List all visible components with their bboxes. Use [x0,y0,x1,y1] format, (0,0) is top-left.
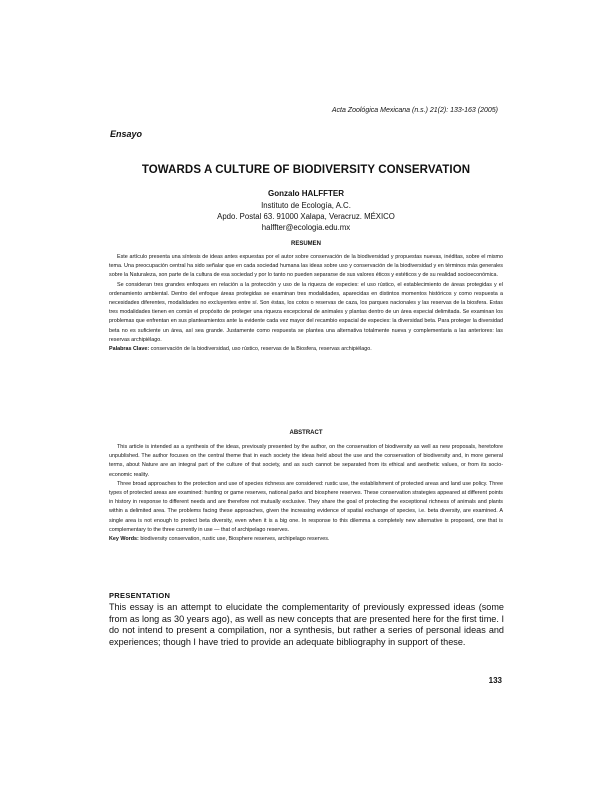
author-name: Gonzalo HALFFTER [268,189,344,198]
presentation-body: This essay is an attempt to elucidate the complementarity of previously expressed ideas (some from as long as 30 years ago), as well as new concepts that are presented here for the first time. I do not intend to present a compilation, nor a synthesis, but rather a series of personal ideas and experiences; though I have tried to provide an adequate bibliography in support of these. [109,602,504,647]
abstract-paragraph-1: This article is intended as a synthesis of the ideas, previously presented by the author, on the conservation of biodiversity as well as new proposals, heretofore unpublished. The author focuses on the central theme that in each society the ideas held about the use and the conservation of biodiversity and, in more general terms, about Nature are an integral part of the culture of that society, and as such cannot be separated from its ethical and aesthetic values, or from its socio-economic reality. [109,444,503,478]
resumen-keywords-text: conservación de la biodiversidad, uso rústico, reservas de la Biosfera, reservas archipiélago. [150,346,372,353]
article-title: TOWARDS A CULTURE OF BIODIVERSITY CONSERVATION [141,164,471,176]
presentation-heading: PRESENTATION [109,591,171,600]
abstract-body [109,443,503,544]
section-label: Ensayo [110,129,143,139]
resumen-heading: RESUMEN [290,241,321,247]
resumen-keywords [109,345,503,354]
resumen-paragraph-1: Este artículo presenta una síntesis de ideas antes expuestas por el autor sobre conservación de la biodiversidad y propuestas nuevas, inéditas, sobre el mismo tema. Una preocupación central ha sido señalar que en cada sociedad humana las ideas sobre uso y conservación de la biodiversidad y en términos más generales sobre la Naturaleza, son parte de la cultura de esa sociedad y por lo tanto no pueden separarse de sus valores éticos y estéticos y de su realidad socioeconómica. [109,254,503,279]
abstract-keywords [109,535,503,544]
resumen-paragraph-2: Se consideran tres grandes enfoques en relación a la protección y uso de la riqueza de especies: el uso rústico, el establecimiento de áreas protegidas y el ordenamiento ambiental. Dentro del enfoque áreas protegidas se examinan tres modalidades, aparecidas en distintos momentos históricos y como respuesta a necesidades diferentes, modalidades no excluyentes entre sí. Son éstas, los cotos o reservas de caza, los parques nacionales y las reservas de la biosfera. Estas tres modalidades tienen en común el propósito de proteger una riqueza excepcional de animales y plantas dentro de un área especial delimitada. Se examinan los problemas que enfrentan en sus planteamientos ante la evidente cada vez mayor del recambio espacial de especies: la diversidad beta. Para proteger la diversidad beta no es suficiente un área, así sea grande. Justamente como respuesta se plantea una alternativa totalmente nueva y complementaria a las anteriores: las reservas archipiélago. [109,281,503,343]
abstract-keywords-label: Key Words: [109,536,139,543]
abstract-paragraph-2: Three broad approaches to the protection and use of species richness are considered: rustic use, the establishment of protected areas and land use policy. Three types of protected areas are examined: hunting or game reserves, national parks and biosphere reserves. These conservation strategies appeared at different points in history in response to different needs and are therefore not mutually exclusive. They share the goal of protecting the exceptional richness of animals and plants within a delimited area. The problems facing these approaches, given the increasing evidence of spatial exchange of species, i.e. beta diversity, are examined. A single area is not enough to protect beta diversity, even when it is a big one. In response to this dilemma a completely new alternative is proposed, one that is complementary to the three currently in use — that of archipelago reserves. [109,480,503,533]
page-number: 133 [488,676,502,685]
author-institution: Instituto de Ecología, A.C. [261,201,351,210]
journal-citation: Acta Zoológica Mexicana (n.s.) 21(2): 133-163 (2005) [331,107,498,114]
author-address: Apdo. Postal 63. 91000 Xalapa, Veracruz. MÉXICO [217,212,395,221]
author-email-link[interactable]: halffter@ecologia.edu.mx [261,223,351,232]
resumen-body [109,253,503,354]
abstract-keywords-text: biodiversity conservation, rustic use, Biosphere reserves, archipelago reserves. [140,536,330,543]
resumen-keywords-label: Palabras Clave: [109,346,150,353]
abstract-heading: ABSTRACT [289,430,323,436]
